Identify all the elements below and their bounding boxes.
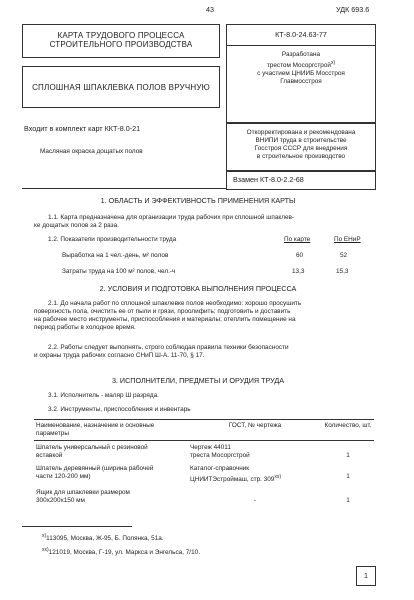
table-row: Шпатель деревянный (ширина рабочей части 120-200 мм) Каталог-справочник ЦНИИТЭстроймаш, стр. 309$^{xx)}$ 1 (36, 465, 350, 484)
card-title-box (22, 24, 220, 58)
included-in: Входит в комплект карт ККТ-8.0-21 (24, 124, 141, 133)
section-1-1: 1.1. Карта предназначена для организации труда рабочих при сплошной шпаклев- ке дощатых полов за 2 раза. (34, 214, 295, 229)
process-name-box (22, 66, 220, 108)
row1-card: 60 (296, 252, 304, 259)
corrected-line3: Госстроя СССР для внедрения (254, 145, 348, 152)
sheet-number: 1 (356, 566, 376, 586)
card-info-box (226, 24, 376, 124)
col-card-header: По карте (284, 236, 311, 243)
section-2-2: 2.2. Работы следует выполнять, строго соблюдая правила техники безопасности и охраны труда рабочих согласно СНиП Ш-А. 11-70, § 17. (34, 344, 289, 359)
developed-line1: Разработана (281, 51, 321, 58)
card-title-line1: КАРТА ТРУДОВОГО ПРОЦЕССА (57, 31, 185, 40)
section-3-title: 3. ИСПОЛНИТЕЛИ, ПРЕДМЕТЫ И ОРУДИЯ ТРУДА (111, 376, 285, 385)
row1-enir: 52 (340, 252, 348, 259)
corrected-box (226, 122, 376, 172)
udk-code: УДК 693.6 (336, 5, 370, 14)
header-name: Наименование, назначение и основные параметры (34, 420, 188, 441)
developed-line3: с участием ЦНИИБ Мосстроя (257, 70, 345, 78)
tools-table-header (34, 420, 374, 441)
row2-label: Затраты труда на 100 м² полов, чел.-ч (62, 268, 176, 275)
table-row: Шпатель универсальный с резиновой вставкой Чертеж 44011 треста Мосоргстрой 1 (36, 444, 350, 459)
row2-card: 13,3 (292, 268, 305, 275)
footnote-2: $^{xx)}$121019, Москва, Г-19, ул. Маркса и Энгельса, 7/10. (42, 547, 200, 557)
row2-enir: 15,3 (336, 268, 349, 275)
section-3-1: 3.1. Исполнитель - маляр Ш разряда. (48, 392, 159, 399)
replaces-text: Взамен КТ-8.0-2.2-68 (233, 175, 304, 184)
set-name: Масляная окраска дощатых полов (40, 148, 143, 155)
section-1-title: 1. ОБЛАСТЬ И ЭФФЕКТИВНОСТЬ ПРИМЕНЕНИЯ КАРТЫ (100, 196, 296, 205)
tools-table (34, 419, 374, 507)
corrected-line2: ВНИПИ труда в строительстве (255, 137, 347, 144)
replaces-box (226, 170, 376, 190)
header-qty: Количество, шт. (322, 420, 374, 441)
card-title-line2: СТРОИТЕЛЬНОГО ПРОИЗВОДСТВА (49, 40, 193, 49)
col-enir-header: По ЕНиР (334, 236, 361, 243)
row1-label: Выработка на 1 чел.-день, м² полов (62, 252, 169, 259)
developed-line4: Главмосстроя (280, 78, 322, 86)
section-2-1: 2.1. До начала работ по сплошной шпаклевке полов необходимо: хорошо просушить поверхность пола, очистить ее от пыли и грязи, проолифить; подготовить и доставить на рабочее место инструменты, приспособления и материалы; отеплить помещение на период работы в холодное время. (34, 300, 302, 331)
corrected-line4: в строительное производство (256, 153, 346, 160)
process-name: СПЛОШНАЯ ШПАКЛЕВКА ПОЛОВ ВРУЧНУЮ (32, 83, 210, 92)
footnote-1: $^{x)}$113095, Москва, Ж-95, Б. Полянка, 51а. (42, 533, 164, 543)
section-3-2: 3.2. Инструменты, приспособления и инвентарь (48, 406, 191, 413)
page-number: 43 (206, 5, 214, 14)
section-1-2: 1.2. Показатели производительности труда (48, 236, 177, 243)
header-gost: ГОСТ, № чертежа (188, 420, 322, 441)
section-2-title: 2. УСЛОВИЯ И ПОДГОТОВКА ВЫПОЛНЕНИЯ ПРОЦЕССА (99, 284, 297, 293)
developed-line2: трестом Мосоргстрой$^{x)}$ (266, 60, 336, 70)
corrected-line1: Откорректирована и рекомендована (246, 129, 356, 136)
table-row: Ящик для шпаклевки размером 300x200x150 мм - 1 (36, 489, 350, 505)
card-code: КТ-8.0-24.63-77 (275, 30, 327, 39)
